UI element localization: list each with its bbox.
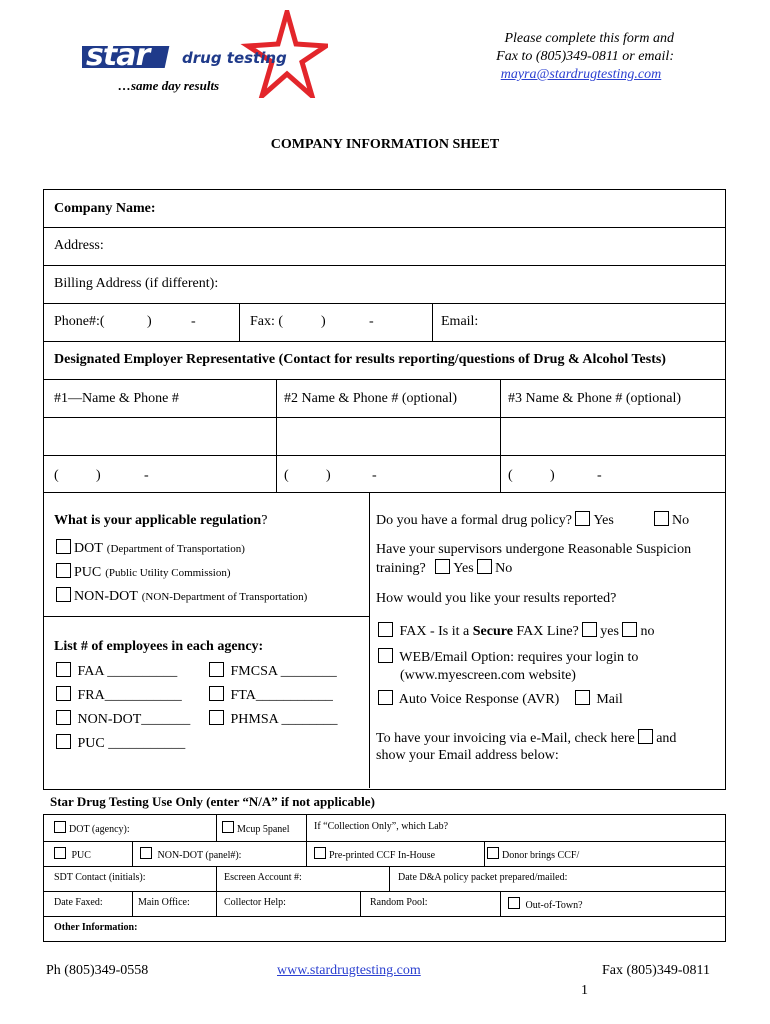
report-fax-checkbox[interactable] [378,622,393,637]
fax-no-checkbox[interactable] [622,622,637,637]
reg-dot-desc: (Department of Transportation) [106,543,245,555]
company-name-row[interactable] [43,189,726,227]
emp-nondot-checkbox[interactable] [56,710,71,725]
logo-brand-sub: drug testing [182,49,287,67]
logo-brand: star [86,38,150,73]
avr-label: Auto Voice Response (AVR) [398,692,560,707]
regulation-question [54,513,267,529]
office-mcup-checkbox[interactable] [222,821,234,833]
der-name-field-1[interactable] [45,418,275,454]
fax-yes-checkbox[interactable] [582,622,597,637]
invoice-and: and [656,731,677,746]
office-mcup-label: Mcup 5panel [237,824,290,835]
office-dot-checkbox[interactable] [54,821,66,833]
reg-nondot-desc: (NON-Department of Transportation) [141,591,308,603]
policy-no-checkbox[interactable] [654,511,669,526]
footer-fax: Fax (805)349-0811 [602,963,710,978]
fax-dash: - [369,314,374,329]
policy-no-label: No [672,513,690,528]
emp-faa-checkbox[interactable] [56,662,71,677]
invoice-email-option [376,729,721,764]
der-col2-header: #2 Name & Phone # (optional) [284,391,458,406]
der-name-field-3[interactable] [501,418,725,454]
fax-no-label: no [640,624,655,639]
supervisors-line2: training? [376,561,426,576]
office-preprinted-checkbox[interactable] [314,847,326,859]
emp-fra[interactable] [56,686,182,704]
office-collection-label: If “Collection Only”, which Lab? [314,821,449,832]
office-other-label: Other Information: [54,922,138,933]
emp-nondot[interactable] [56,710,190,728]
emp-phmsa-checkbox[interactable] [209,710,224,725]
header-note [448,30,674,84]
emp-fmcsa-label: FMCSA ________ [230,664,337,679]
office-oot-checkbox[interactable] [508,897,520,909]
emp-puc-label: PUC ___________ [77,736,186,751]
emp-fmcsa-checkbox[interactable] [209,662,224,677]
supervisors-no-label: No [495,561,513,576]
supervisors-no-checkbox[interactable] [477,559,492,574]
emp-nondot-label: NON-DOT_______ [77,712,191,727]
page-title: COMPANY INFORMATION SHEET [270,137,500,152]
der-col3-header: #3 Name & Phone # (optional) [508,391,682,406]
der-phone3-close: ) [550,468,555,483]
emp-phmsa-label: PHMSA ________ [230,712,338,727]
emp-fmcsa[interactable] [209,662,337,680]
header-note-line2: Fax to (805)349-0811 or email: [496,49,674,64]
invoice-email-checkbox[interactable] [638,729,653,744]
emp-faa-label: FAA __________ [77,664,178,679]
regulation-question-text: What is your applicable regulation [54,513,262,528]
policy-question-row [376,511,721,529]
report-avr-checkbox[interactable] [378,690,393,705]
supervisors-yes-label: Yes [453,561,474,576]
billing-label: Billing Address (if different): [54,276,219,291]
der-phone1-open: ( [54,468,59,483]
employees-heading: List # of employees in each agency: [54,639,264,654]
der-heading: Designated Employer Representative (Contact for results reporting/questions of Drug & Alcohol Tests) [54,352,666,367]
header-note-line1: Please complete this form and [504,31,674,46]
office-puc[interactable] [54,847,91,861]
reg-option-puc[interactable] [56,563,231,581]
office-main-label: Main Office: [138,897,190,908]
regulation-q-mark: ? [261,513,268,528]
policy-question: Do you have a formal drug policy? [376,513,572,528]
invoice-line1: To have your invoicing via e-Mail, check here [376,731,635,746]
fax-label-b: FAX Line? [516,624,579,639]
office-preprinted-label: Pre-printed CCF In-House [329,850,436,861]
office-nondot[interactable] [140,847,241,861]
office-dot-label: DOT (agency): [69,824,130,835]
report-fax-option [378,622,654,640]
office-donor-label: Donor brings CCF/ [502,850,580,861]
fax-label: Fax: ( [250,314,284,329]
office-oot[interactable] [508,897,583,911]
policy-yes-label: Yes [593,513,614,528]
billing-row[interactable] [43,265,726,303]
der-phone1-close: ) [96,468,101,483]
web-line1: WEB/Email Option: requires your login to [399,650,639,665]
office-collector-label: Collector Help: [224,897,286,908]
emp-faa[interactable] [56,662,177,680]
office-dot[interactable] [54,821,130,835]
reg-puc-desc: (Public Utility Commission) [105,567,231,579]
invoice-line2: show your Email address below: [376,748,559,763]
questions-section [43,492,726,790]
emp-puc-checkbox[interactable] [56,734,71,749]
emp-fta[interactable] [209,686,333,704]
emp-fra-checkbox[interactable] [56,686,71,701]
reg-dot-code: DOT [74,541,103,556]
office-puc-checkbox[interactable] [54,847,66,859]
report-web-checkbox[interactable] [378,648,393,663]
office-nondot-checkbox[interactable] [140,847,152,859]
footer-website-link[interactable]: www.stardrugtesting.com [277,963,421,978]
office-puc-label: PUC [71,850,91,861]
fax-paren: ) [321,314,326,329]
der-phone3-dash: - [597,468,602,483]
company-name-label: Company Name: [54,201,156,216]
company-logo [82,10,328,98]
supervisors-line1: Have your supervisors undergone Reasonable Suspicion [376,542,692,557]
report-web-option [378,648,638,685]
office-escreen-label: Escreen Account #: [224,872,302,883]
office-date-da-label: Date D&A policy packet prepared/mailed: [398,872,568,883]
reg-puc-code: PUC [74,565,102,580]
report-question: How would you like your results reported? [376,591,617,606]
emp-puc[interactable] [56,734,185,752]
der-name-field-2[interactable] [277,418,499,454]
office-preprinted[interactable] [314,847,435,861]
mail-label: Mail [596,692,623,707]
page-number: 1 [581,983,588,998]
der-columns [43,379,726,493]
der-phone2-open: ( [284,468,289,483]
der-phone3-open: ( [508,468,513,483]
reg-option-nondot[interactable] [56,587,307,605]
phone-dash: - [191,314,196,329]
fax-yes-label: yes [600,624,619,639]
reg-option-dot[interactable] [56,539,245,557]
office-oot-label: Out-of-Town? [525,900,583,911]
fax-label-a: FAX - Is it a [399,624,470,639]
supervisors-yes-checkbox[interactable] [435,559,450,574]
phone-label: Phone#:( [54,314,105,329]
der-phone2-dash: - [372,468,377,483]
address-label: Address: [54,238,104,253]
emp-phmsa[interactable] [209,710,337,728]
office-use-heading: Star Drug Testing Use Only (enter “N/A” if not applicable) [50,794,375,809]
reg-puc-checkbox[interactable] [56,563,71,578]
office-sdt-label: SDT Contact (initials): [54,872,146,883]
der-phone2-close: ) [326,468,331,483]
office-faxed-label: Date Faxed: [54,897,103,908]
report-avr-option [378,690,623,708]
der-phone1-dash: - [144,468,149,483]
email-label: Email: [441,314,479,329]
footer-phone: Ph (805)349-0558 [46,963,149,978]
web-line2: (www.myescreen.com website) [400,668,576,683]
logo-tagline: …same day results [118,78,220,93]
der-heading-row [43,341,726,379]
policy-yes-checkbox[interactable] [575,511,590,526]
contact-row [43,303,726,341]
office-donor[interactable] [487,847,579,861]
header-email-link[interactable]: mayra@stardrugtesting.com [500,67,662,82]
office-mcup[interactable] [222,821,290,835]
office-random-label: Random Pool: [370,897,428,908]
phone-paren: ) [147,314,152,329]
fax-label-secure: Secure [472,624,513,639]
emp-fta-label: FTA___________ [230,688,333,703]
report-mail-checkbox[interactable] [575,690,590,705]
office-use-table [43,814,726,942]
reg-nondot-code: NON-DOT [74,589,138,604]
der-col1-header: #1—Name & Phone # [54,391,179,406]
emp-fta-checkbox[interactable] [209,686,224,701]
address-row[interactable] [43,227,726,265]
office-donor-checkbox[interactable] [487,847,499,859]
reg-nondot-checkbox[interactable] [56,587,71,602]
office-nondot-label: NON-DOT (panel#): [157,850,242,861]
emp-fra-label: FRA___________ [77,688,182,703]
reg-dot-checkbox[interactable] [56,539,71,554]
supervisors-question [376,541,691,578]
